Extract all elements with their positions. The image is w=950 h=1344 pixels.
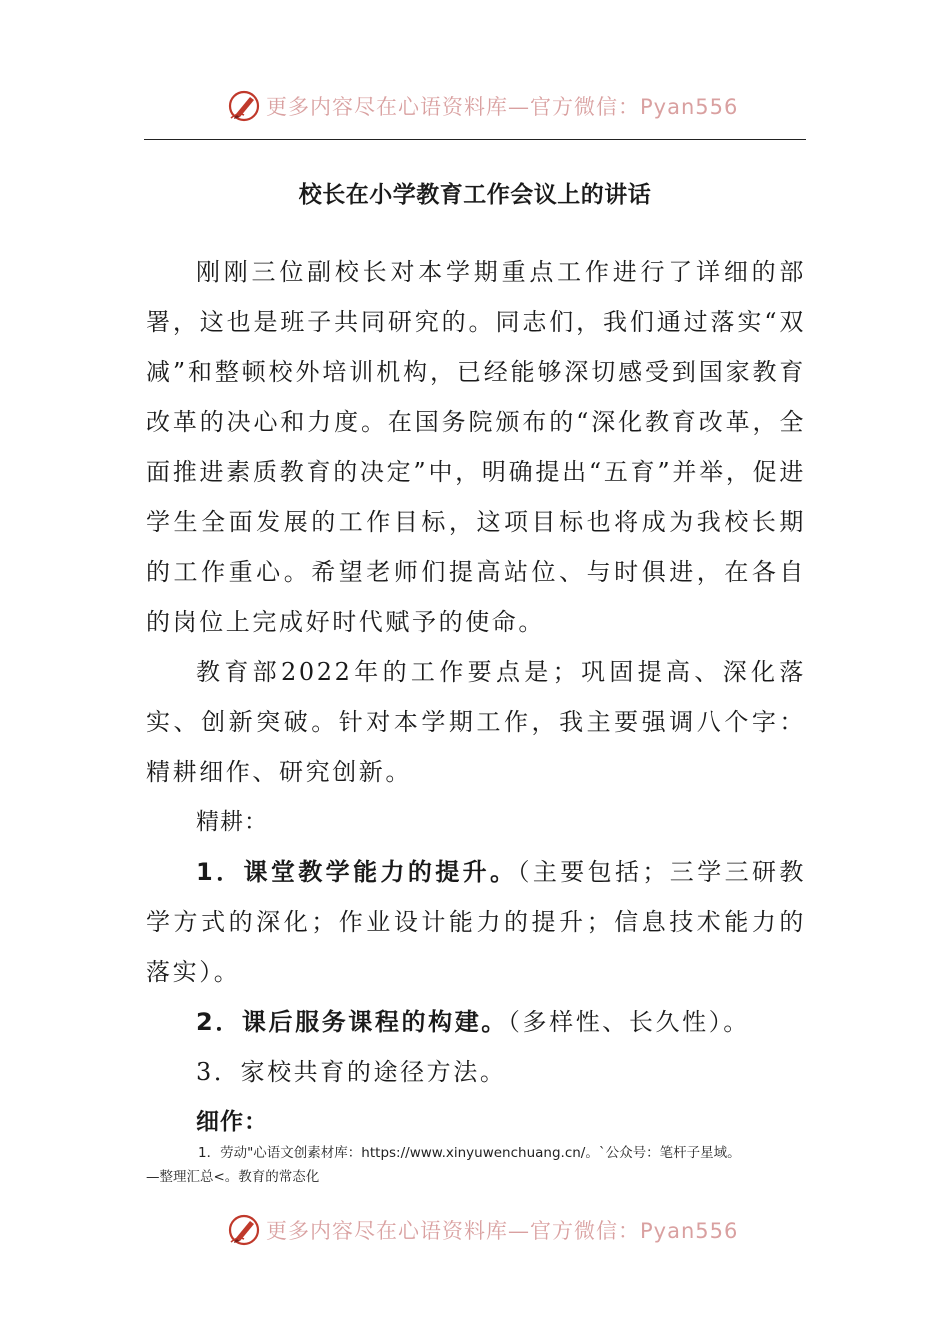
header-banner xyxy=(226,86,738,126)
document-body xyxy=(146,247,806,1147)
list-item-detail: （主要包括；三学三研教学方式的深化；作业设计能力的提升；信息技术能力的落实）。 xyxy=(146,858,806,986)
footer-banner-text: 更多内容尽在心语资料库—官方微信： xyxy=(266,1219,640,1243)
section-heading-xizuo: 细作： xyxy=(196,1109,268,1135)
section-heading-jinggeng: 精耕： xyxy=(196,809,268,835)
header-wechat-id: Pyan556 xyxy=(640,95,739,119)
footer-banner xyxy=(226,1210,738,1250)
footnote-line: 1．劳动"心语文创素材库：https://www.xinyuwenchuang.cn/。`公众号：笔杆子星域。 xyxy=(198,1145,741,1161)
document-title: 校长在小学教育工作会议上的讲话 xyxy=(298,182,652,208)
list-item-title: 1．课堂教学能力的提升。 xyxy=(196,858,518,886)
header-divider xyxy=(144,139,806,140)
footnote-line: —整理汇总<。教育的常态化 xyxy=(146,1169,320,1185)
pen-logo-icon xyxy=(226,88,262,124)
list-item: 3．家校共育的途径方法。 xyxy=(196,1058,507,1086)
list-item xyxy=(146,997,806,1047)
paragraph: 刚刚三位副校长对本学期重点工作进行了详细的部署，这也是班子共同研究的。同志们，我们通过落实“双减”和整顿校外培训机构，已经能够深切感受到国家教育改革的决心和力度。在国务院颁布的“深化教育改革，全面推进素质教育的决定”中，明确提出“五育”并举，促进学生全面发展的工作目标，这项目标也将成为我校长期的工作重心。希望老师们提高站位、与时俱进，在各自的岗位上完成好时代赋予的使命。 xyxy=(146,258,806,636)
paragraph: 教育部2022年的工作要点是；巩固提高、深化落实、创新突破。针对本学期工作，我主要强调八个字：精耕细作、研究创新。 xyxy=(146,658,806,786)
footnote xyxy=(146,1141,812,1189)
footer-wechat-id: Pyan556 xyxy=(640,1219,739,1243)
list-item-title: 2．课后服务课程的构建。 xyxy=(196,1008,508,1036)
list-item-detail: （多样性、长久性）。 xyxy=(507,1008,750,1036)
header-banner-text: 更多内容尽在心语资料库—官方微信： xyxy=(266,95,640,119)
list-item xyxy=(146,847,806,997)
pen-logo-icon xyxy=(226,1212,262,1248)
